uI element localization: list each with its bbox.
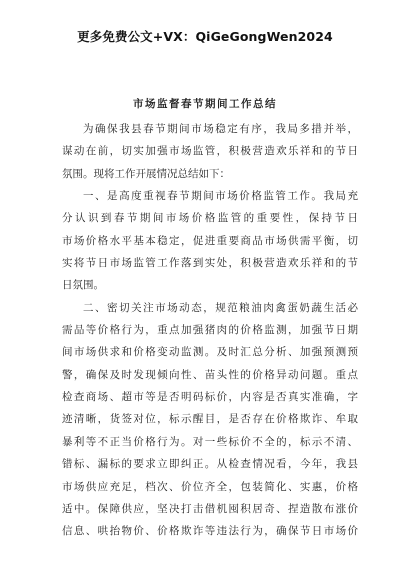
paragraph-line: 迹清晰，货签对位，标示醒目，是否存在价格欺诈、牟取 <box>62 413 358 426</box>
paragraph-line: 信息、哄抬物价、价格欺诈等违法行为，确保节日市场价 <box>62 525 358 538</box>
paragraph-line: 为确保我县春节期间市场稳定有序，我局多措并举， <box>83 123 358 135</box>
document-body <box>62 118 358 543</box>
paragraph-line: 错标、漏标的要求立即纠正。从检查情况看，今年，我县 <box>62 458 358 471</box>
paragraph-line: 分认识到春节期间市场价格监管的重要性，保持节日 <box>62 212 358 225</box>
paragraph-line: 市场价格水平基本稳定，促进重要商品市场供需平衡，切 <box>62 234 358 247</box>
paragraph-line: 适中。保障供应，坚决打击借机囤积居奇、捏造散布涨价 <box>62 502 358 515</box>
paragraph-line: 间市场供求和价格变动监测。及时汇总分析、加强预测预 <box>62 346 358 359</box>
paragraph-line: 一、是高度重视春节期间市场价格监管工作。我局充 <box>83 190 358 203</box>
document-title: 市场监督春节期间工作总结 <box>133 98 277 110</box>
paragraph-line: 二、密切关注市场动态，规范粮油肉禽蛋奶蔬生活必 <box>83 301 358 314</box>
paragraph-line: 检查商场、超市等是否明码标价，内容是否真实准确，字 <box>62 391 358 404</box>
paragraph-line: 暴利等不正当价格行为。对一些标价不全的，标示不清、 <box>62 435 358 448</box>
paragraph-line: 实将节日市场监管工作落到实处，积极营造欢乐祥和的节 <box>62 257 358 270</box>
paragraph-line: 警，确保及时发现倾向性、苗头性的价格异动问题。重点 <box>62 368 358 381</box>
paragraph-line: 氛围。现将工作开展情况总结如下： <box>62 167 230 180</box>
paragraph-line: 谋动在前，切实加强市场监管，积极营造欢乐祥和的节日 <box>62 145 358 158</box>
paragraph-line: 需品等价格行为，重点加强猪肉的价格监测，加强节日期 <box>62 324 358 337</box>
paragraph-line: 日氛围。 <box>62 279 104 292</box>
watermark-text: 更多免费公文+VX：QiGeGongWen2024 <box>77 29 333 44</box>
paragraph-line: 市场供应充足，档次、价位齐全，包装简化、实惠，价格 <box>62 480 358 493</box>
